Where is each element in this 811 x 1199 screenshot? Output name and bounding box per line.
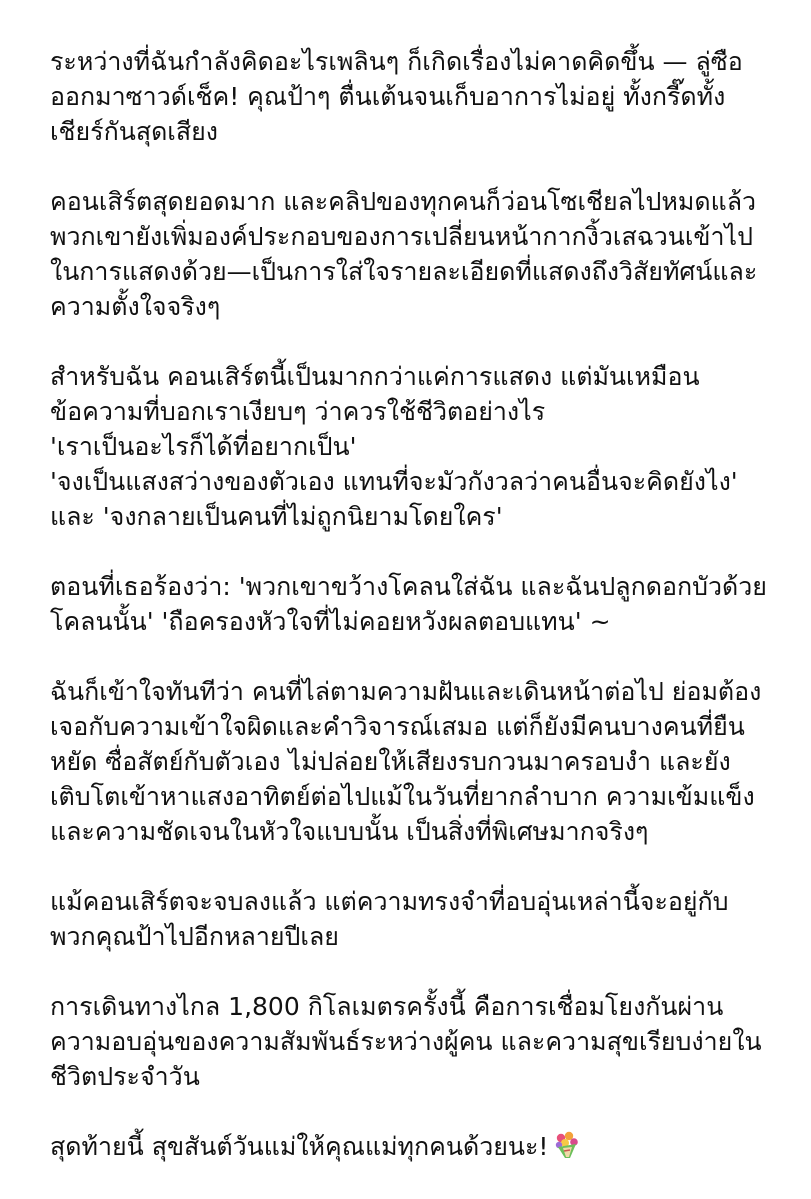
text-line: หยัด ซื่อสัตย์กับตัวเอง ไม่ปล่อยให้เสียงรบกวนมาครอบงำ และยัง — [50, 747, 731, 776]
paragraph-memories — [50, 884, 780, 954]
text-line: แม้คอนเสิร์ตจะจบลงแล้ว แต่ความทรงจำที่อบอุ่นเหล่านี้จะอยู่กับ — [50, 887, 729, 916]
paragraph-sound-check — [50, 44, 780, 149]
paragraph-lyrics — [50, 569, 780, 639]
text-line: และ 'จงกลายเป็นคนที่ไม่ถูกนิยามโดยใคร' — [50, 502, 503, 531]
text-line: โคลนนั้น' 'ถือครองหัวใจที่ไม่คอยหวังผลตอบแทน' ~ — [50, 607, 611, 636]
text-line: เชียร์กันสุดเสียง — [50, 117, 218, 146]
paragraph-journey — [50, 989, 780, 1094]
text-line: 'เราเป็นอะไรก็ได้ที่อยากเป็น' — [50, 432, 357, 461]
closing-text: สุดท้ายนี้ สุขสันต์วันแม่ให้คุณแม่ทุกคนด้วยนะ! — [50, 1132, 549, 1161]
text-line: พวกเขายังเพิ่มองค์ประกอบของการเปลี่ยนหน้ากากงิ้วเสฉวนเข้าไป — [50, 222, 754, 251]
text-line: ออกมาซาวด์เช็ค! คุณป้าๆ ตื่นเต้นจนเก็บอาการไม่อยู่ ทั้งกรี๊ดทั้ง — [50, 82, 726, 111]
text-line — [50, 1129, 780, 1168]
text-line: ฉันก็เข้าใจทันทีว่า คนที่ไล่ตามความฝันและเดินหน้าต่อไป ย่อมต้อง — [50, 677, 762, 706]
text-line: ความอบอุ่นของความสัมพันธ์ระหว่างผู้คน และความสุขเรียบง่ายใน — [50, 1027, 762, 1056]
text-line: ระหว่างที่ฉันกำลังคิดอะไรเพลินๆ ก็เกิดเรื่องไม่คาดคิดขึ้น — ลู่ซือ — [50, 47, 743, 76]
paragraph-message — [50, 359, 780, 534]
text-line: เติบโตเข้าหาแสงอาทิตย์ต่อไปแม้ในวันที่ยากลำบาก ความเข้มแข็ง — [50, 782, 755, 811]
text-line: การเดินทางไกล 1,800 กิโลเมตรครั้งนี้ คือการเชื่อมโยงกันผ่าน — [50, 992, 724, 1021]
paragraph-concert — [50, 184, 780, 324]
text-line: เจอกับความเข้าใจผิดและคำวิจารณ์เสมอ แต่ก็ยังมีคนบางคนที่ยืน — [50, 712, 745, 741]
text-line: และความชัดเจนในหัวใจแบบนั้น เป็นสิ่งที่พิเศษมากจริงๆ — [50, 817, 649, 846]
text-line: 'จงเป็นแสงสว่างของตัวเอง แทนที่จะมัวกังวลว่าคนอื่นจะคิดยังไง' — [50, 467, 738, 496]
text-line: ชีวิตประจำวัน — [50, 1062, 200, 1091]
text-line: คอนเสิร์ตสุดยอดมาก และคลิปของทุกคนก็ว่อนโซเชียลไปหมดแล้ว — [50, 187, 757, 216]
text-line: พวกคุณป้าไปอีกหลายปีเลย — [50, 922, 339, 951]
bouquet-icon — [554, 1131, 580, 1168]
text-line: ตอนที่เธอร้องว่า: 'พวกเขาขว้างโคลนใส่ฉัน และฉันปลูกดอกบัวด้วย — [50, 572, 767, 601]
text-line: สำหรับฉัน คอนเสิร์ตนี้เป็นมากกว่าแค่การแสดง แต่มันเหมือน — [50, 362, 700, 391]
text-line: ในการแสดงด้วย—เป็นการใส่ใจรายละเอียดที่แสดงถึงวิสัยทัศน์และ — [50, 257, 758, 286]
text-line: ข้อความที่บอกเราเงียบๆ ว่าควรใช้ชีวิตอย่างไร — [50, 397, 546, 426]
post-body — [50, 44, 780, 1168]
text-line: ความตั้งใจจริงๆ — [50, 292, 221, 321]
paragraph-mothers-day — [50, 1129, 780, 1168]
paragraph-understanding — [50, 674, 780, 849]
